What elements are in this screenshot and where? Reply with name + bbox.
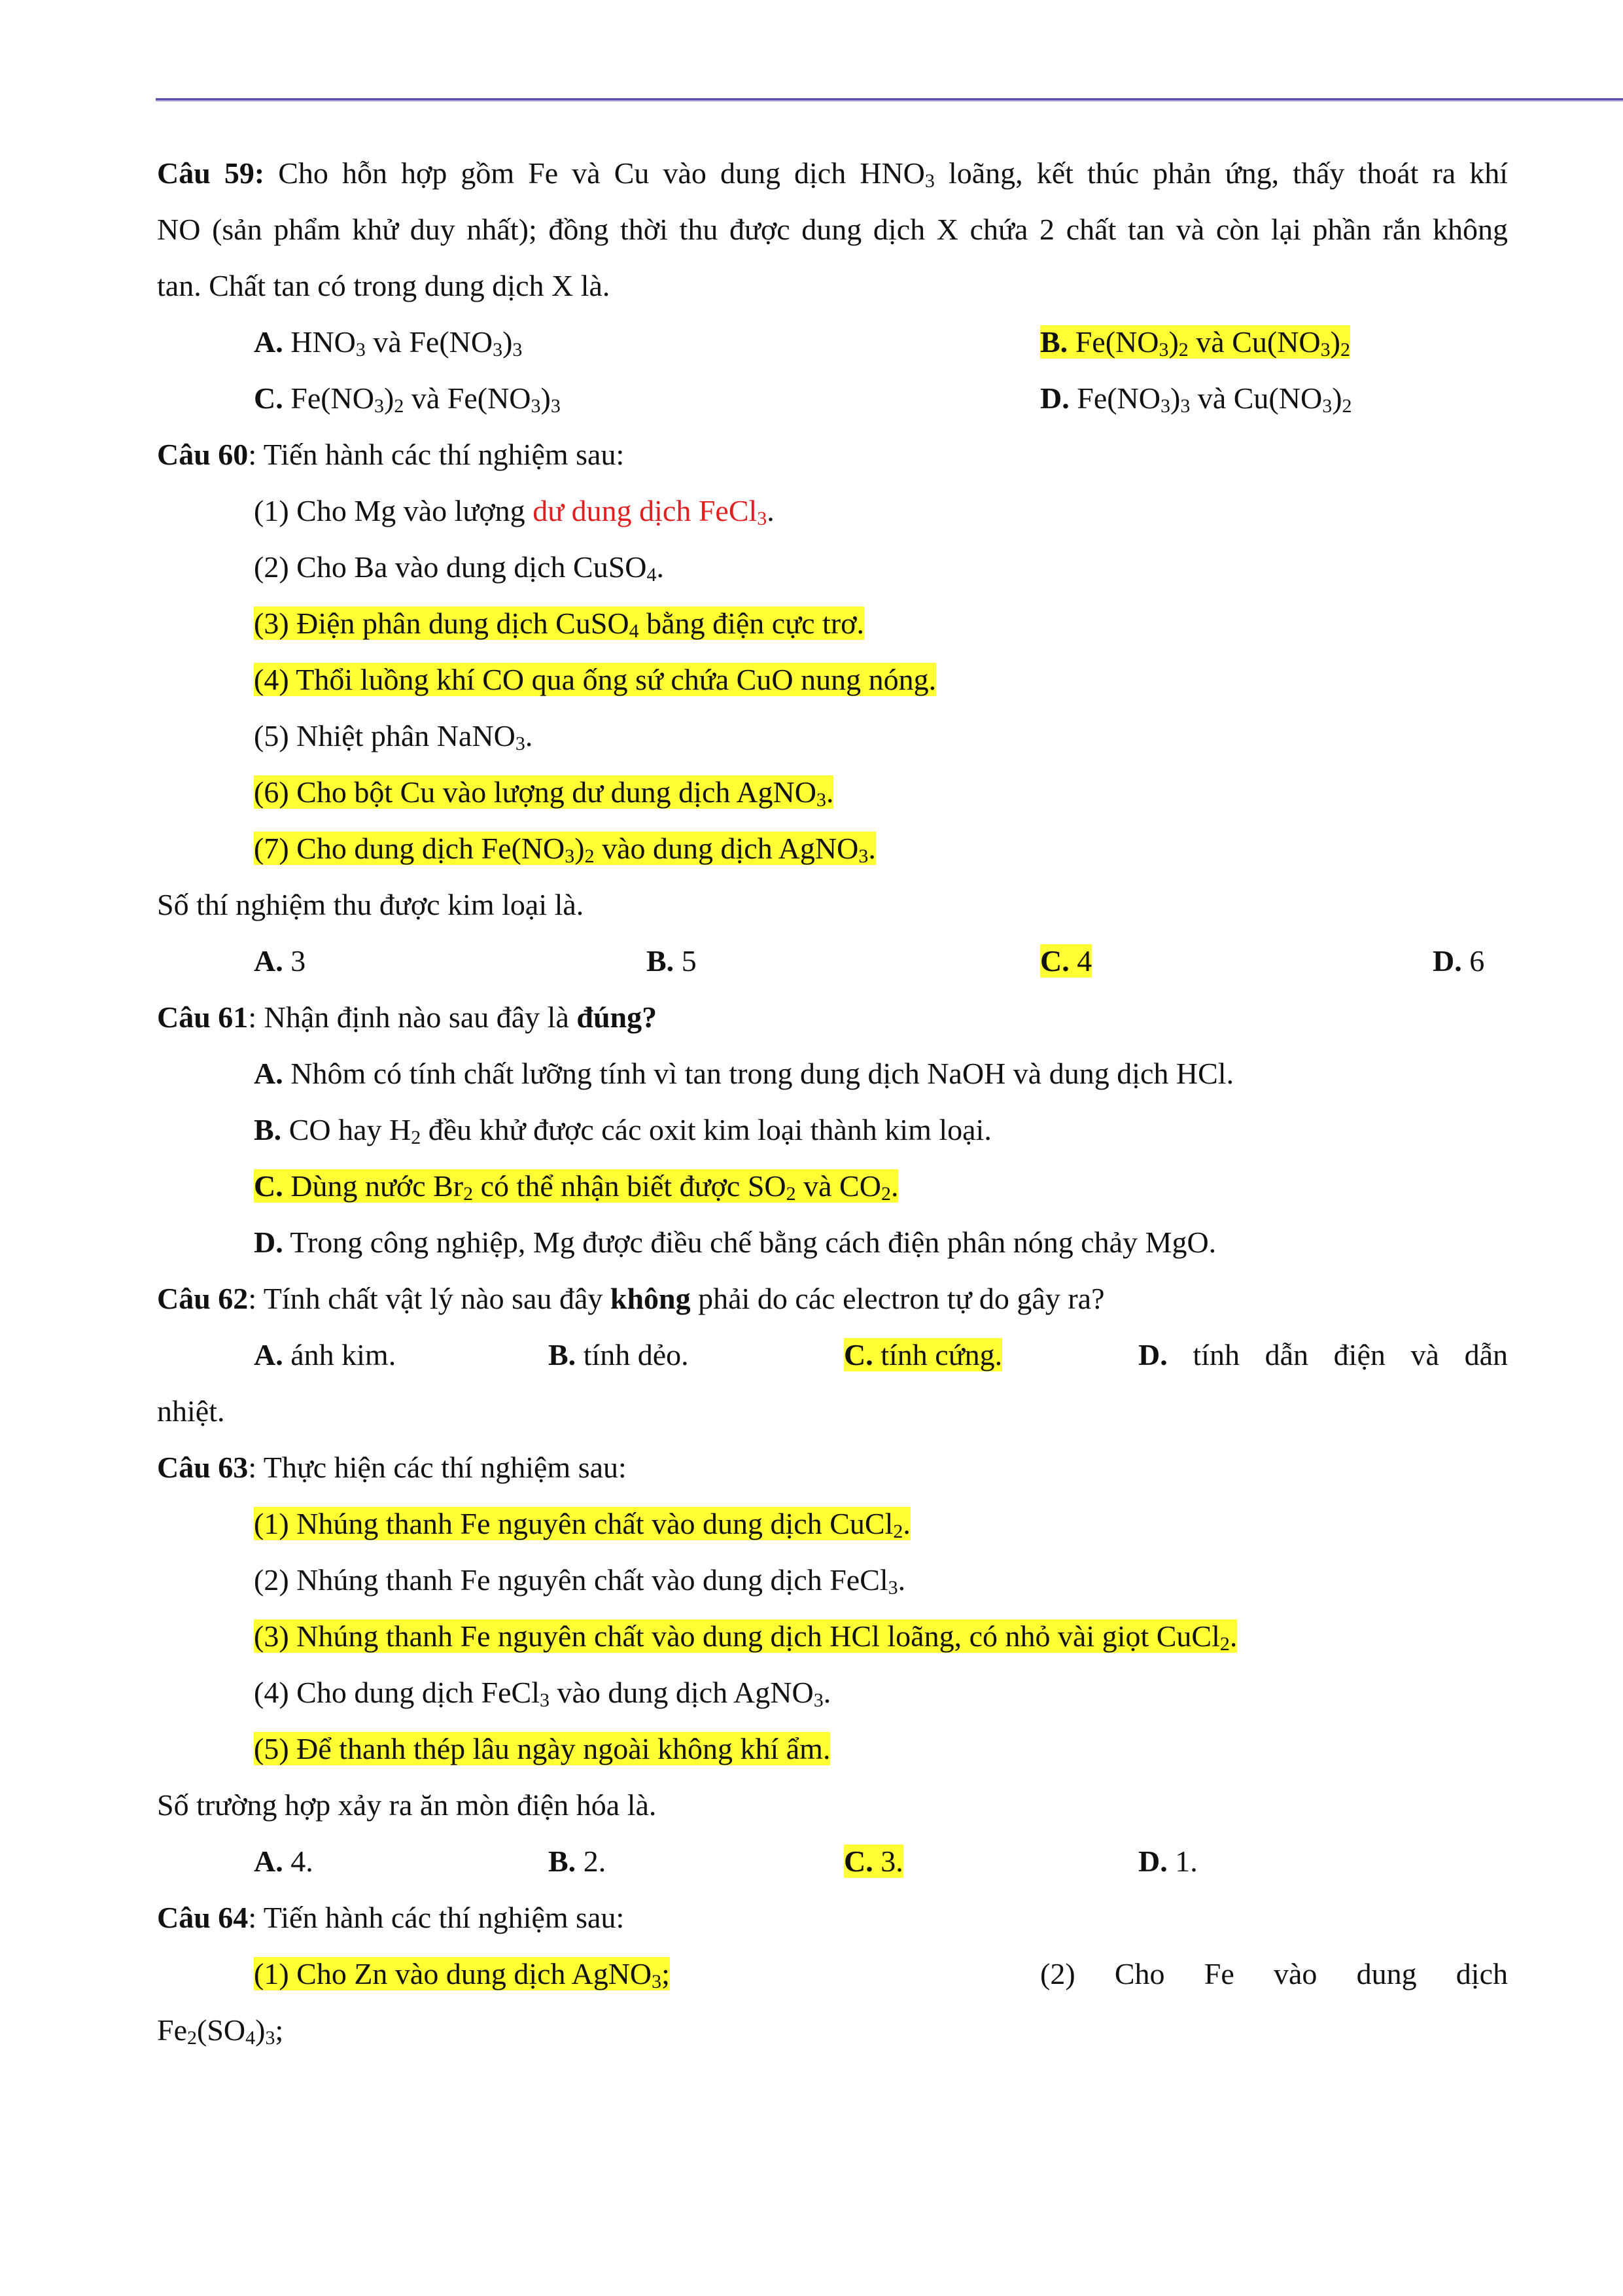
q60-experiment-2: (2) Cho Ba vào dung dịch CuSO$_4$. [254,550,665,586]
q60-question: Số thí nghiệm thu được kim loại là. [157,888,584,921]
q60-option-c: C. 4 [1040,944,1092,978]
q63-option-d: D. 1. [1138,1845,1198,1878]
q62-option-d: D. tính dẫn điện và dẫn [1138,1338,1508,1371]
q61-option-d: D. Trong công nghiệp, Mg được điều chế bằng cách điện phân nóng chảy MgO. [254,1226,1217,1259]
q62-option-a: A. ánh kim. [254,1338,396,1371]
q63-option-c: C. 3. [844,1845,903,1878]
q60-option-a: A. 3 [254,944,306,978]
q60-option-d: D. 6 [1433,944,1485,978]
q63-option-b: B. 2. [548,1845,606,1878]
q64-experiment-1: (1) Cho Zn vào dung dịch AgNO$_3$; [254,1957,670,1992]
q60-experiment-4: (4) Thổi luồng khí CO qua ống sứ chứa CuO nung nóng. [254,663,937,696]
q59-line-1: Câu 59: Cho hỗn hợp gồm Fe và Cu vào dung dịch $HNO_3$ loãng, kết thúc phản ứng, thấy thoát ra khí [157,156,1509,192]
q62-option-d-continued: nhiệt. [157,1394,225,1428]
q63-stem: Câu 63: Thực hiện các thí nghiệm sau: [157,1451,627,1484]
q59-option-a: A. $HNO_3$ và $Fe(NO_3)_3$ [254,325,523,361]
q60-experiment-1: (1) Cho Mg vào lượng dư dung dịch FeCl$_3$. [254,494,775,529]
q62-option-b: B. tính dẻo. [548,1338,689,1371]
q59-line-2: NO (sản phẩm khử duy nhất); đồng thời thu được dung dịch X chứa 2 chất tan và còn lại phần rắn không [157,213,1508,246]
q61-option-c: C. Dùng nước $Br_2$ có thể nhận biết được $SO_2$ và $CO_2$. [254,1169,899,1205]
q59-option-d: D. $Fe(NO_3)_3$ và $Cu(NO_3)_2$ [1040,381,1352,417]
q62-stem: Câu 62: Tính chất vật lý nào sau đây không phải do các electron tự do gây ra? [157,1282,1105,1315]
q61-stem: Câu 61: Nhận định nào sau đây là đúng? [157,1000,657,1034]
header-rule [156,98,1623,101]
q64-stem: Câu 64: Tiến hành các thí nghiệm sau: [157,1901,625,1934]
q61-option-b: B. CO hay $H_2$ đều khử được các oxit kim loại thành kim loại. [254,1113,992,1148]
q60-experiment-7: (7) Cho dung dịch $Fe(NO_3)_2$ vào dung dịch AgNO$_3$. [254,832,876,867]
q60-experiment-6: (6) Cho bột Cu vào lượng dư dung dịch AgNO$_3$. [254,775,834,811]
q60-experiment-3: (3) Điện phân dung dịch CuSO$_4$ bằng điện cực trơ. [254,607,864,642]
q61-option-a: A. Nhôm có tính chất lưỡng tính vì tan trong dung dịch NaOH và dung dịch HCl. [254,1057,1234,1090]
q64-experiment-2: (2) Cho Fe vào dung dịch [1040,1957,1508,1990]
q59-option-b: B. $Fe(NO_3)_2$ và $Cu(NO_3)_2$ [1040,325,1350,361]
q59-option-c: C. $Fe(NO_3)_2$ và $Fe(NO_3)_3$ [254,381,561,417]
q63-experiment-1: (1) Nhúng thanh Fe nguyên chất vào dung dịch CuCl$_2$. [254,1507,911,1542]
q63-experiment-4: (4) Cho dung dịch FeCl$_3$ vào dung dịch AgNO$_3$. [254,1676,831,1711]
q60-option-b: B. 5 [646,944,697,978]
q63-experiment-5: (5) Để thanh thép lâu ngày ngoài không khí ẩm. [254,1732,831,1765]
q59-line-3: tan. Chất tan có trong dung dịch X là. [157,269,610,302]
q63-question: Số trường hợp xảy ra ăn mòn điện hóa là. [157,1788,657,1822]
q63-option-a: A. 4. [254,1845,313,1878]
q64-experiment-2-continued: $Fe_2(SO_4)_3$; [157,2013,284,2049]
q62-option-c: C. tính cứng. [844,1338,1003,1371]
q63-experiment-2: (2) Nhúng thanh Fe nguyên chất vào dung dịch FeCl$_3$. [254,1563,906,1598]
q60-experiment-5: (5) Nhiệt phân NaNO$_3$. [254,719,533,754]
q63-experiment-3: (3) Nhúng thanh Fe nguyên chất vào dung dịch HCl loãng, có nhỏ vài giọt CuCl$_2$. [254,1619,1238,1655]
q60-stem: Câu 60: Tiến hành các thí nghiệm sau: [157,438,625,471]
